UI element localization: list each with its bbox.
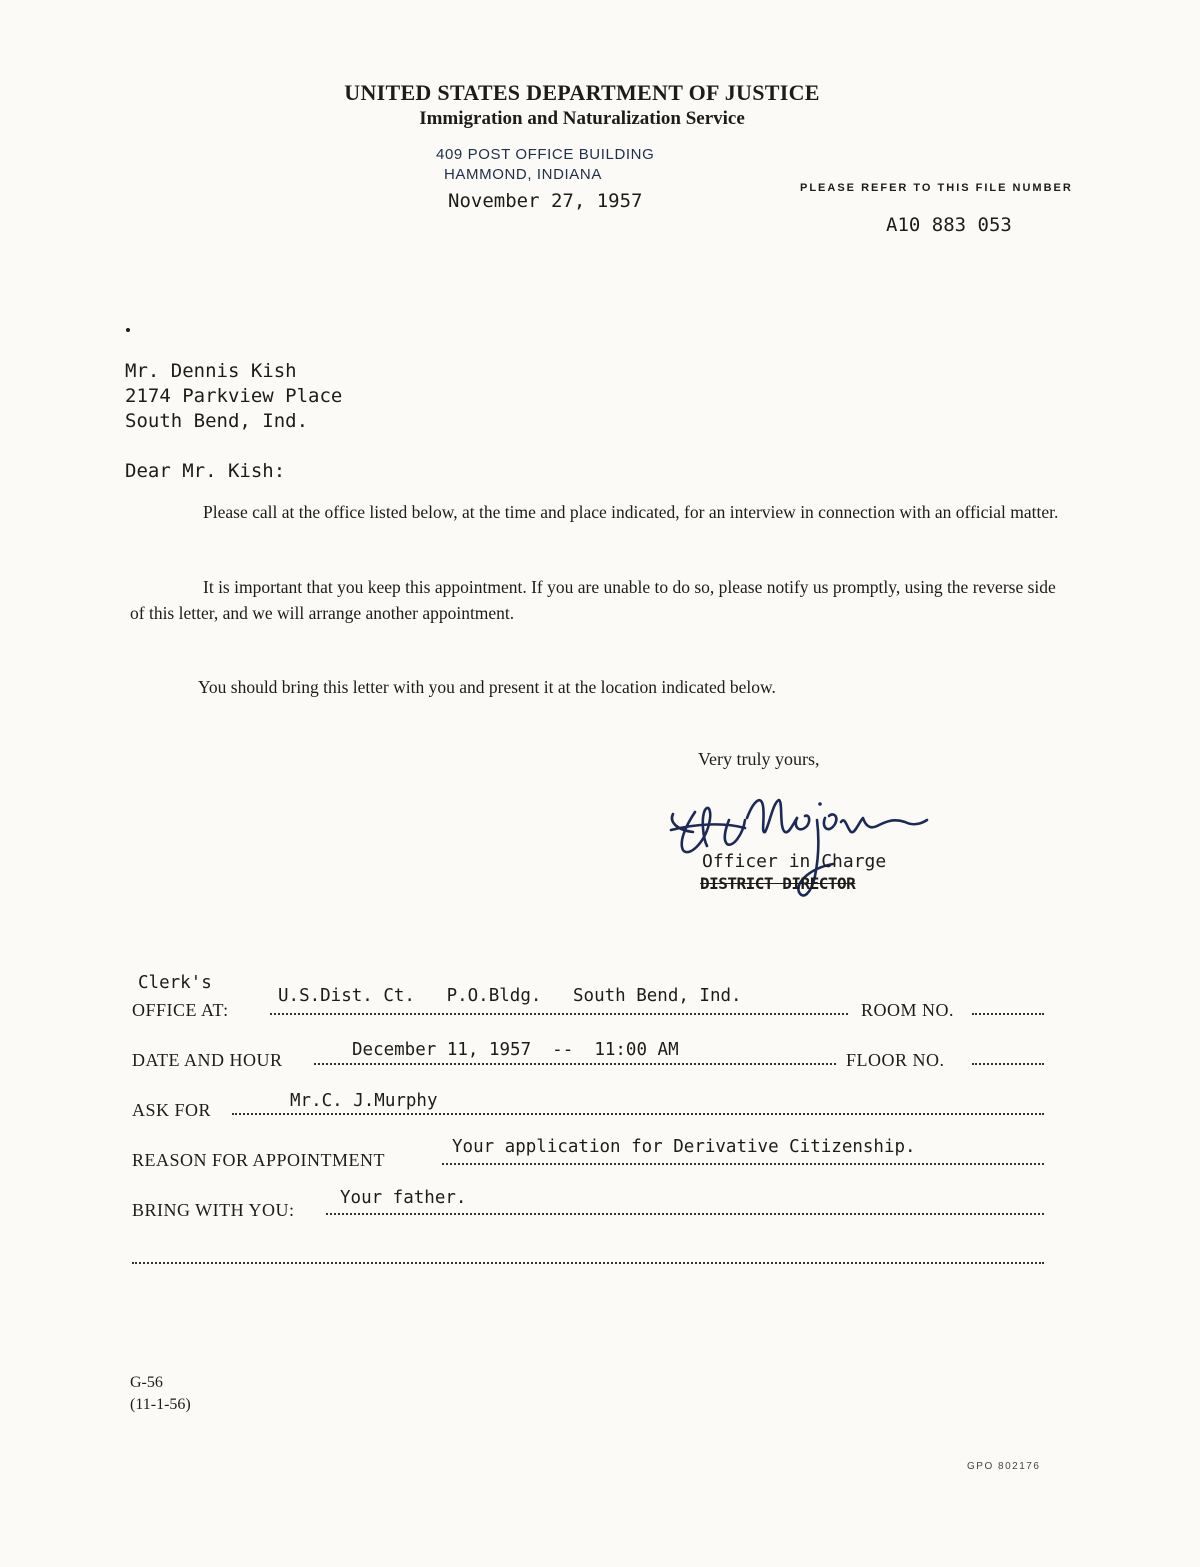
recipient-street: 2174 Parkview Place [125,385,343,407]
complimentary-close: Very truly yours, [698,749,820,769]
body-paragraph-2: It is important that you keep this appointment. If you are unable to do so, please notify us promptly, using the reverse side of this letter, and we will arrange another appointment. [130,577,1056,623]
reason-value: Your application for Derivative Citizenship. [452,1137,916,1157]
office-dotted-line [270,1013,848,1015]
office-value: U.S.Dist. Ct. P.O.Bldg. South Bend, Ind. [278,986,742,1006]
date-hour-value: December 11, 1957 -- 11:00 AM [352,1040,679,1060]
reason-label: REASON FOR APPOINTMENT [132,1150,386,1170]
signer-title: Officer in Charge [702,851,887,872]
office-label: OFFICE AT: [132,1000,229,1020]
letter-date: November 27, 1957 [448,190,643,212]
office-prefix: Clerk's [138,973,212,993]
bring-with-dotted-line [326,1213,1044,1215]
extra-dotted-line [132,1262,1044,1264]
recipient-name: Mr. Dennis Kish [125,360,297,382]
floor-label: FLOOR NO. [846,1050,945,1070]
bring-with-label: BRING WITH YOU: [132,1200,295,1220]
floor-dotted-line [972,1063,1044,1065]
room-dotted-line [972,1013,1044,1015]
body-paragraph-3: You should bring this letter with you and present it at the location indicated below. [198,677,776,697]
ask-for-dotted-line [232,1113,1044,1115]
salutation: Dear Mr. Kish: [125,460,286,482]
file-number: A10 883 053 [886,214,1012,236]
ask-for-value: Mr.C. J.Murphy [290,1091,438,1111]
room-label: ROOM NO. [861,1000,955,1020]
reason-dotted-line [442,1163,1044,1165]
form-code: G-56 [130,1374,163,1391]
recipient-city: South Bend, Ind. [125,410,309,432]
date-hour-label: DATE AND HOUR [132,1050,283,1070]
service-heading: Immigration and Naturalization Service [419,108,745,129]
department-heading: UNITED STATES DEPARTMENT OF JUSTICE [344,80,820,105]
letterhead-address-line2: HAMMOND, INDIANA [444,166,602,183]
date-dotted-line [314,1063,836,1065]
body-paragraph-1: Please call at the office listed below, at the time and place indicated, for an interview in connection with an official matter. [203,502,1059,522]
dot-mark [126,328,130,332]
gpo-code: GPO 802176 [967,1461,1041,1472]
letterhead-address-line1: 409 POST OFFICE BUILDING [436,146,655,163]
struck-title: DISTRICT DIRECTOR [700,874,856,893]
form-revision-date: (11-1-56) [130,1396,191,1413]
bring-with-value: Your father. [340,1188,467,1208]
ask-for-label: ASK FOR [132,1100,212,1120]
file-reference-label: PLEASE REFER TO THIS FILE NUMBER [800,182,1073,194]
